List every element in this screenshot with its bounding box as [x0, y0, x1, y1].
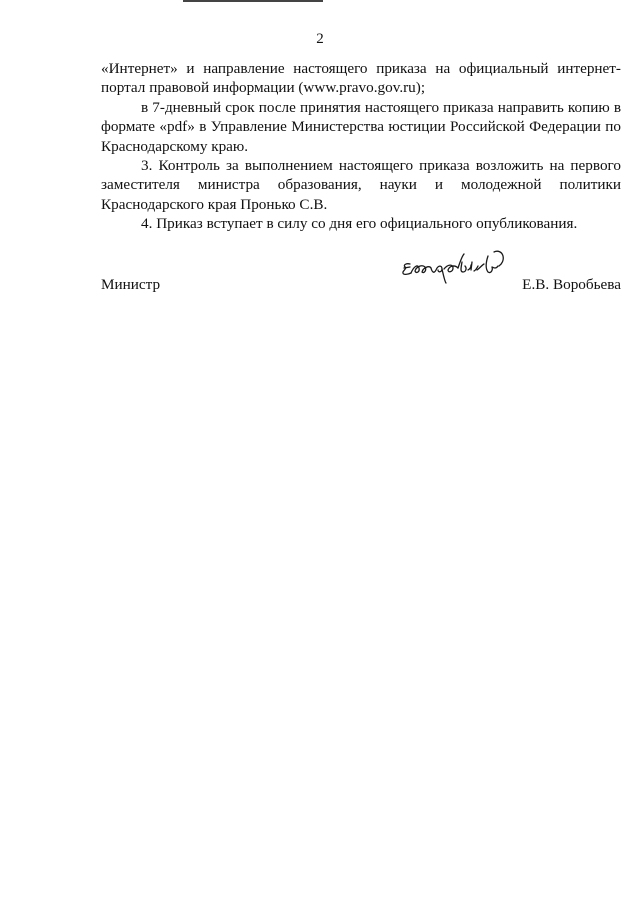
signer-name: Е.В. Воробьева	[522, 276, 621, 293]
paragraph-pdf-copy: в 7-дневный срок после принятия настоящего приказа направить копию в формате «pdf» в Управление Министерства юстиции Российской Федерации по Краснодарскому краю.	[101, 98, 621, 155]
signature-block	[101, 248, 621, 298]
paragraph-control: 3. Контроль за выполнением настоящего приказа возложить на первого заместителя министра образования, науки и молодежной политики Краснодарского края Пронько С.В.	[101, 157, 621, 213]
page-number: 2	[316, 31, 324, 47]
document-body	[101, 59, 621, 234]
signer-role: Министр	[101, 276, 161, 293]
paragraph-continuation: «Интернет» и направление настоящего приказа на официальный интернет-портал правовой информации (www.pravo.gov.ru);	[101, 60, 621, 97]
handwritten-signature	[398, 248, 518, 284]
top-divider-line	[183, 0, 323, 2]
paragraph-effective-date: 4. Приказ вступает в силу со дня его официального опубликования.	[141, 215, 578, 233]
